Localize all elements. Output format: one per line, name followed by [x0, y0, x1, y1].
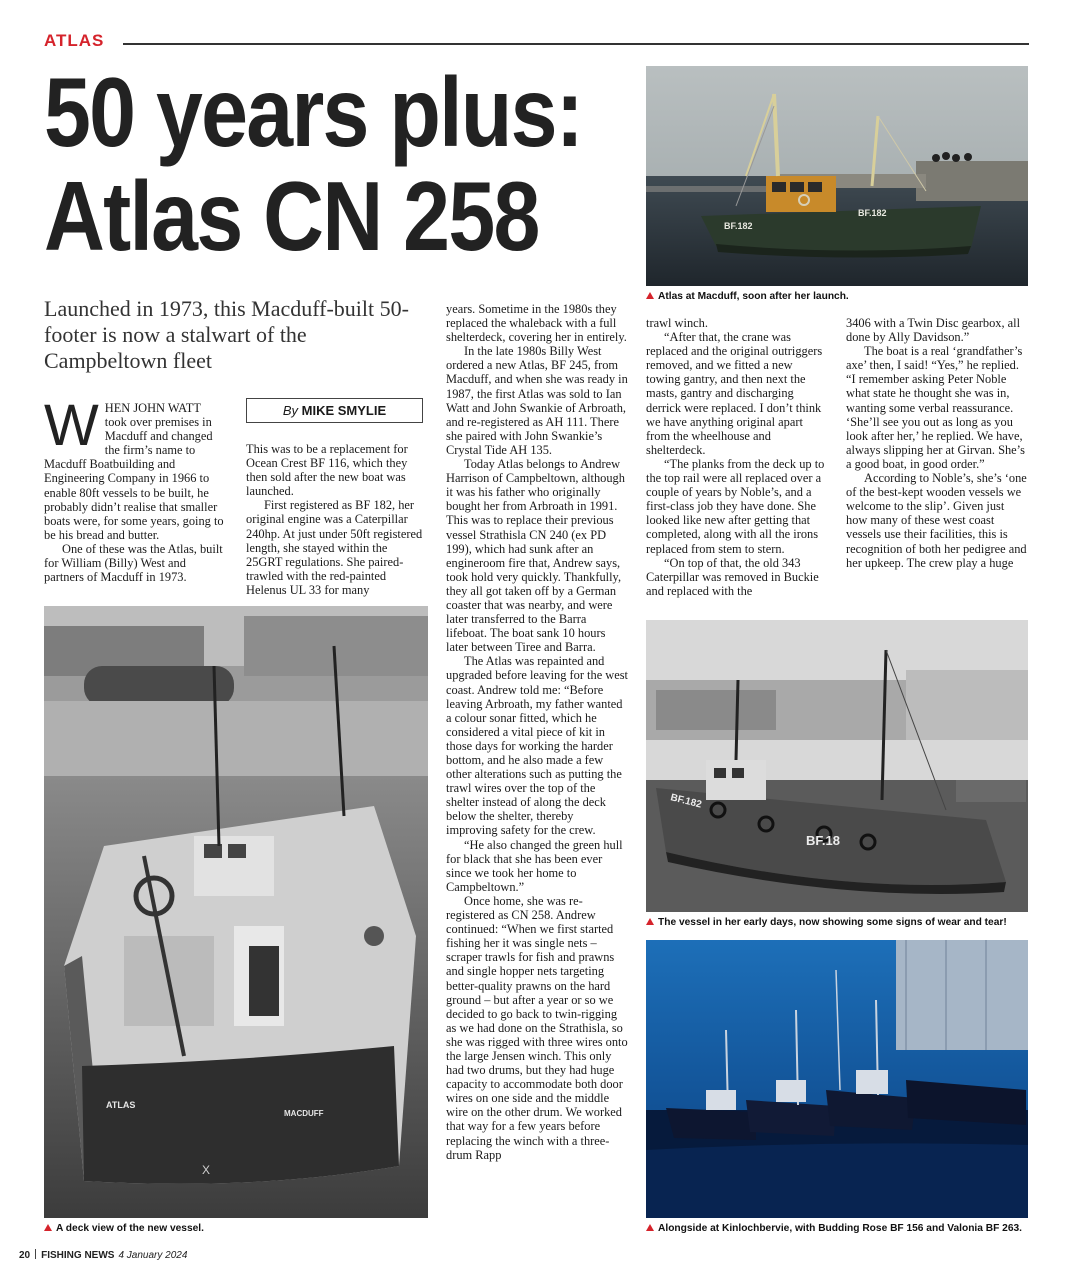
caption-arrow-icon	[646, 292, 654, 299]
byline-author: MIKE SMYLIE	[301, 403, 387, 418]
byline	[246, 398, 423, 423]
paragraph: “He also changed the green hull for black that she has been ever since we took her home to Campbeltown.”	[446, 837, 623, 894]
caption-photo-4	[646, 1223, 1022, 1234]
kinlochbervie-photo-illustration	[646, 940, 1028, 1218]
paragraph: Once home, she was re-registered as CN 258. Andrew continued: “When we first started fishing her it was single nets – scraper trawls for fish and prawns and single hopper nets targeting better-quality prawns on the hard ground – but after a year or so we decided to go back to twin-rigging as we had done on the Strathisla, so she was rigged with three wires onto the large Jensen winch. This only had two drums, but they had huge capacity to accommodate both door wires on one side and the middle wire on the other drum. We worked that way for a few years before replacing the winch with a three-drum Rapp	[446, 893, 628, 1162]
stern-port: MACDUFF	[284, 1109, 324, 1118]
photo-atlas-at-macduff	[646, 66, 1028, 286]
bow-marking: BF.182	[858, 208, 887, 218]
early-days-photo-illustration	[646, 620, 1028, 912]
bow-marking: BF.182	[669, 792, 703, 811]
page-footer	[19, 1249, 187, 1261]
article-column-2	[246, 442, 426, 597]
paragraph: First registered as BF 182, her original engine was a Caterpillar 240hp. At just under 50ft registered length, she stayed within the 25GRT regulations. She paired-trawled with the red-painted Helenus UL 33 for many	[246, 498, 423, 597]
paragraph: This was to be a replacement for Ocean Crest BF 116, which they then sold after the new boat was launched.	[246, 442, 408, 499]
article-column-4	[646, 316, 828, 598]
boat-photo-illustration	[646, 66, 1028, 286]
paragraph: HEN JOHN WATT took over premises in Macduff and changed the firm’s name to Macduff Boatbuilding and Engineering Company in 1966 to enable 80ft vessels to be built, he probably didn’t realise that smaller boats were, for some years, going to be his bread and butter.	[44, 401, 224, 542]
paragraph: The boat is a real ‘grandfather’s axe’ then, I said! “Yes,” he replied. “I remember asking Peter Noble what state he thought she was in, wanting some verbal reassurance. ‘She’ll see you out as long as you look after her,’ he replied. We have, always slipping her at Girvan. She’s a good boat, in good order.”	[846, 344, 1025, 471]
section-tag: ATLAS	[44, 31, 105, 50]
paragraph: 3406 with a Twin Disc gearbox, all done by Ally Davidson.”	[846, 316, 1021, 345]
magazine-name: FISHING NEWS	[41, 1250, 115, 1261]
paragraph: years. Sometime in the 1980s they replaced the whaleback with a full shelterdeck, covering her in entirely.	[446, 302, 627, 345]
footer-divider	[35, 1249, 36, 1259]
paragraph: “On top of that, the old 343 Caterpillar was removed in Buckie and replaced with the	[646, 555, 819, 598]
hull-marking: BF.18	[806, 833, 840, 848]
paragraph: “After that, the crane was replaced and the original outriggers removed, and we fitted a new towing gantry, and then next the masts, gantry and discharging derrick were replaced. I don’t think we have anything original apart from the wheelhouse and shelterdeck.	[646, 330, 823, 457]
headline-line-2: Atlas CN 258	[44, 161, 539, 271]
drop-cap: W	[44, 393, 99, 458]
section-rule	[123, 43, 1029, 45]
caption-photo-2	[44, 1223, 204, 1234]
article-column-5	[846, 316, 1028, 570]
paragraph: The Atlas was repainted and upgraded before leaving for the west coast. Andrew told me: “Before leaving Arbroath, my father wanted a colour sonar fitted, which he considered a vital piece of kit in those days for working the harder bottom, and he also made a few other alterations such as putting the trawl wires over the top of the shelter instead of along the deck below the shelter, thereby improving safety for the crew.	[446, 654, 628, 838]
caption-text: A deck view of the new vessel.	[56, 1223, 204, 1234]
page-number: 20	[19, 1250, 31, 1261]
byline-prefix: By	[282, 403, 299, 418]
caption-arrow-icon	[646, 918, 654, 925]
paragraph: “The planks from the deck up to the top rail were all replaced over a couple of years by Noble’s, and a first-class job they have done. She looked like new after getting that completed, along with all the irons replaced from stem to stern.	[646, 456, 825, 556]
caption-photo-1	[646, 291, 849, 302]
headline	[44, 57, 583, 271]
paragraph: Today Atlas belongs to Andrew Harrison of Campbeltown, although it was his father who originally bought her from Arbroath in 1991. This was to replace their previous vessel Strathisla CN 240 (ex PD 199), which had sunk after an engineroom fire that, Andrew says, took hold very quickly. Thankfully, they all got taken off by a German coaster that was nearby, and were later transferred to the Barra lifeboat. The boat sank 10 hours later between Tiree and Barra.	[446, 457, 625, 655]
issue-date: 4 January 2024	[118, 1250, 188, 1261]
caption-photo-3	[646, 917, 1007, 928]
photo-deck-view	[44, 606, 428, 1218]
hull-marking: BF.182	[724, 221, 753, 231]
deck-photo-illustration	[44, 606, 428, 1218]
caption-text: The vessel in her early days, now showing some signs of wear and tear!	[658, 917, 1007, 928]
photo-kinlochbervie	[646, 940, 1028, 1218]
article-column-1	[44, 393, 224, 585]
caption-text: Alongside at Kinlochbervie, with Budding Rose BF 156 and Valonia BF 263.	[658, 1223, 1022, 1234]
article-column-3	[446, 302, 628, 1162]
stern-name: ATLAS	[106, 1100, 136, 1110]
photo-early-days	[646, 620, 1028, 912]
caption-arrow-icon	[646, 1224, 654, 1231]
paragraph: trawl winch.	[646, 316, 708, 330]
paragraph: One of these was the Atlas, built for William (Billy) West and partners of Macduff in 1973.	[44, 541, 223, 585]
paragraph: According to Noble’s, she’s ‘one of the best-kept wooden vessels we welcome to the slip’. Given just how many of these west coast vessels use their facilities, this is recognition of both her pedigree and her upkeep. The crew play a huge	[846, 471, 1027, 570]
svg-text:X: X	[202, 1163, 211, 1177]
paragraph: In the late 1980s Billy West ordered a new Atlas, BF 245, from Macduff, and when she was ready in 1987, the first Atlas was sold to Ian Watt and John Swankie of Arbroath, and re-registered as AH 111. There she paired with John Swankie’s Crystal Tide AH 135.	[446, 344, 628, 457]
caption-arrow-icon	[44, 1224, 52, 1231]
caption-text: Atlas at Macduff, soon after her launch.	[658, 291, 849, 302]
headline-line-1: 50 years plus:	[44, 57, 583, 167]
standfirst: Launched in 1973, this Macduff-built 50-footer is now a stalwart of the Campbeltown fleet	[44, 296, 409, 373]
